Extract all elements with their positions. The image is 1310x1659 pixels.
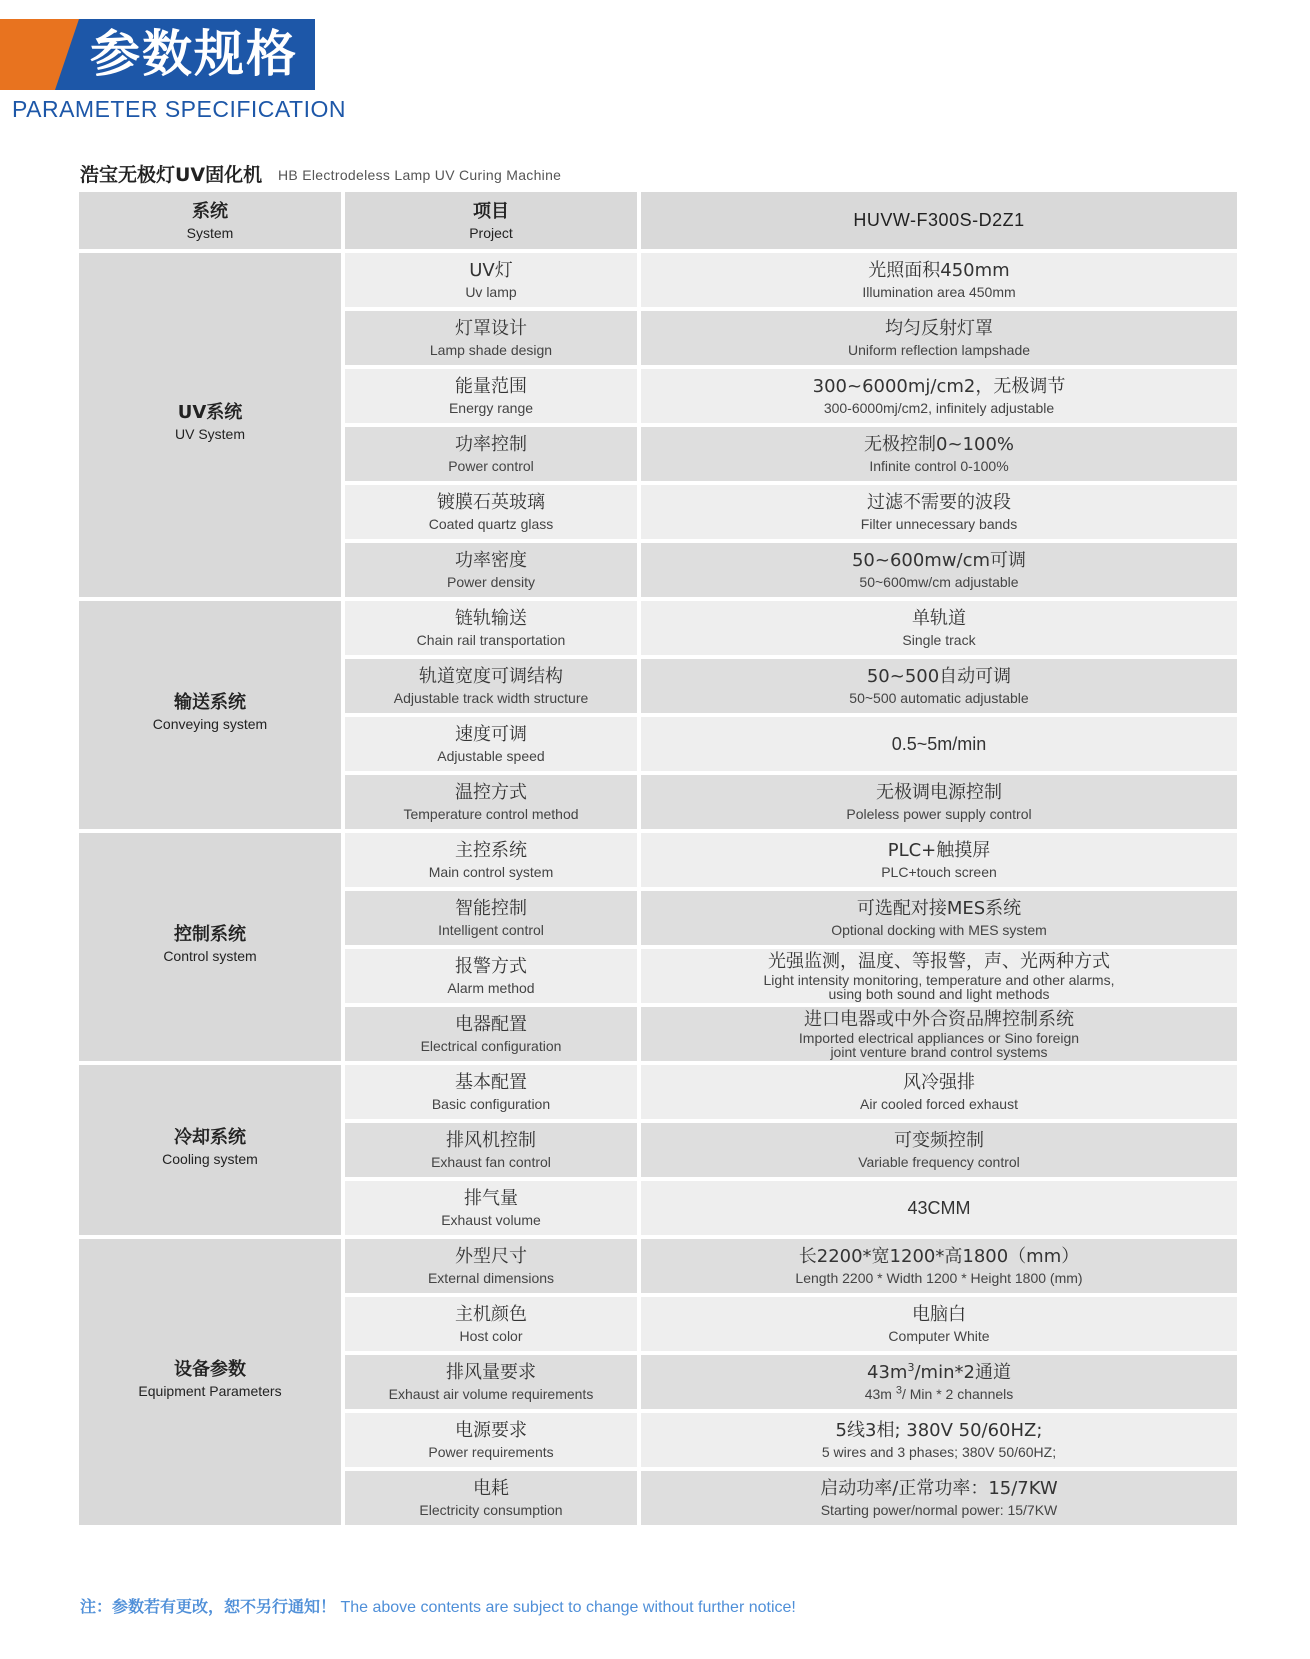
item-en: Intelligent control [438, 922, 544, 938]
item-cell [345, 543, 637, 597]
value-zh: 进口电器或中外合资品牌控制系统 [804, 1009, 1074, 1030]
item-zh: 报警方式 [455, 956, 527, 977]
value-en: Variable frequency control [858, 1154, 1020, 1170]
value-zh: 可变频控制 [894, 1130, 984, 1151]
item-cell [345, 253, 637, 307]
value-en-line2: using both sound and light methods [828, 986, 1050, 1002]
value-en: 300-6000mj/cm2, infinitely adjustable [823, 400, 1055, 416]
header-project-en: Project [469, 224, 513, 241]
item-en: Lamp shade design [429, 342, 553, 358]
item-cell [345, 1413, 637, 1467]
item-en: Power requirements [428, 1444, 554, 1460]
value-cell [641, 717, 1237, 771]
value-zh: 光强监测，温度、等报警，声、光两种方式 [768, 951, 1110, 972]
value-zh: 50~600mw/cm可调 [851, 550, 1027, 571]
item-zh: 功率密度 [455, 550, 527, 571]
item-zh: 排气量 [464, 1188, 518, 1209]
item-cell [345, 1065, 637, 1119]
group-label-zh: UV系统 [177, 402, 243, 423]
item-cell [345, 1239, 637, 1293]
group-equipment-parameters [79, 1239, 341, 1525]
group-label-zh: 冷却系统 [174, 1127, 246, 1148]
value-en: PLC+touch screen [881, 864, 997, 880]
page-subtitle: PARAMETER SPECIFICATION [12, 96, 346, 122]
item-zh: 链轨输送 [455, 608, 527, 629]
value-cell [641, 1007, 1237, 1061]
value-cell [641, 601, 1237, 655]
item-zh: 主机颜色 [455, 1304, 527, 1325]
item-cell [345, 1007, 637, 1061]
item-en: Uv lamp [465, 284, 517, 300]
value-en: Uniform reflection lampshade [847, 342, 1031, 358]
value-en: Optional docking with MES system [831, 922, 1047, 938]
item-zh: 智能控制 [455, 898, 527, 919]
item-cell [345, 717, 637, 771]
value-zh: 300~6000mj/cm2，无极调节 [812, 376, 1066, 397]
value-zh: 无极控制0~100% [864, 434, 1014, 455]
item-en: Host color [459, 1328, 523, 1344]
item-en: Coated quartz glass [428, 516, 554, 532]
item-en: Chain rail transportation [416, 632, 566, 648]
group-label-zh: 控制系统 [174, 924, 246, 945]
item-zh: 主控系统 [455, 840, 527, 861]
value-cell [641, 485, 1237, 539]
value-cell [641, 659, 1237, 713]
value-cell [641, 369, 1237, 423]
page-title: 参数规格 [90, 25, 298, 83]
group-label-zh: 设备参数 [174, 1359, 246, 1380]
value-en: Light intensity monitoring, temperature and other alarms, [763, 972, 1115, 988]
spec-table [79, 192, 1237, 1525]
value-single: 43CMM [907, 1197, 971, 1218]
group-uv-system [79, 253, 341, 597]
header-model-cell [641, 192, 1237, 249]
value-zh: 启动功率/正常功率：15/7KW [820, 1478, 1058, 1499]
footer-note [80, 1594, 796, 1617]
value-cell [641, 427, 1237, 481]
value-en: 5 wires and 3 phases; 380V 50/60HZ; [821, 1444, 1057, 1460]
item-zh: 轨道宽度可调结构 [419, 666, 563, 687]
item-cell [345, 891, 637, 945]
item-en: Adjustable speed [437, 748, 545, 764]
item-zh: 排风量要求 [446, 1362, 536, 1383]
value-cell [641, 1413, 1237, 1467]
item-en: Basic configuration [431, 1096, 551, 1112]
item-cell [345, 1297, 637, 1351]
item-en: Electricity consumption [419, 1502, 563, 1518]
group-label-en: Cooling system [162, 1151, 258, 1167]
item-zh: 基本配置 [455, 1072, 527, 1093]
machine-name: 浩宝无极灯UV固化机 [80, 164, 263, 186]
item-zh: 电器配置 [455, 1014, 527, 1035]
header-project-cell [345, 192, 637, 249]
item-zh: UV灯 [469, 260, 513, 281]
value-en-pre: 43m [864, 1386, 896, 1402]
value-zh: 风冷强排 [903, 1072, 975, 1093]
value-cell [641, 775, 1237, 829]
value-en-sup: 3 [895, 1384, 902, 1397]
item-cell [345, 659, 637, 713]
value-cell [641, 1181, 1237, 1235]
item-cell [345, 1181, 637, 1235]
value-single: 0.5~5m/min [891, 733, 987, 754]
value-en: Infinite control 0-100% [869, 458, 1009, 474]
value-cell [641, 1297, 1237, 1351]
value-cell [641, 1471, 1237, 1525]
item-cell [345, 601, 637, 655]
item-zh: 温控方式 [455, 782, 527, 803]
header-system-cell [79, 192, 341, 249]
header-system-zh: 系统 [192, 200, 228, 222]
item-cell [345, 369, 637, 423]
value-en: Length 2200 * Width 1200 * Height 1800 (mm) [795, 1270, 1083, 1286]
value-en-line2: joint venture brand control systems [830, 1044, 1048, 1060]
item-cell [345, 427, 637, 481]
item-en: Exhaust volume [441, 1212, 541, 1228]
value-en: 50~600mw/cm adjustable [859, 574, 1019, 590]
value-zh [867, 1362, 1011, 1384]
value-en: Filter unnecessary bands [860, 516, 1018, 532]
group-control-system [79, 833, 341, 1061]
item-en: External dimensions [427, 1270, 555, 1286]
item-zh: 电耗 [473, 1478, 509, 1499]
value-en: Starting power/normal power: 15/7KW [820, 1502, 1058, 1518]
header-system-en: System [186, 224, 234, 241]
value-cell [641, 543, 1237, 597]
header-project-zh: 项目 [473, 200, 509, 222]
item-zh: 速度可调 [455, 724, 527, 745]
value-zh: 长2200*宽1200*高1800（mm） [798, 1246, 1080, 1267]
value-zh: 电脑白 [912, 1304, 966, 1325]
value-zh: 5线3相; 380V 50/60HZ; [835, 1420, 1043, 1441]
value-cell [641, 311, 1237, 365]
value-cell [641, 1355, 1237, 1409]
item-cell [345, 833, 637, 887]
item-en: Power control [448, 458, 534, 474]
item-en: Adjustable track width structure [393, 690, 589, 706]
value-en: Air cooled forced exhaust [860, 1096, 1018, 1112]
item-zh: 能量范围 [455, 376, 527, 397]
item-zh: 功率控制 [455, 434, 527, 455]
item-zh: 电源要求 [455, 1420, 527, 1441]
group-label-en: Conveying system [152, 716, 268, 732]
item-en: Temperature control method [403, 806, 579, 822]
group-label-en: Control system [163, 948, 257, 964]
group-conveying-system [79, 601, 341, 829]
value-cell [641, 1065, 1237, 1119]
item-zh: 排风机控制 [446, 1130, 536, 1151]
footer-note-en: The above contents are subject to change without further notice! [340, 1599, 796, 1616]
value-zh-pre: 43m [867, 1362, 908, 1383]
group-label-zh: 输送系统 [174, 692, 246, 713]
item-cell [345, 775, 637, 829]
value-zh-sup: 3 [907, 1361, 915, 1374]
value-zh-post: /min*2通道 [914, 1362, 1011, 1383]
item-en: Electrical configuration [420, 1038, 562, 1054]
value-cell [641, 833, 1237, 887]
value-en: Computer White [888, 1328, 990, 1344]
item-cell [345, 1471, 637, 1525]
value-zh: 光照面积450mm [868, 260, 1010, 281]
item-zh: 镀膜石英玻璃 [437, 492, 545, 513]
item-en: Exhaust air volume requirements [388, 1386, 594, 1402]
group-label-en: UV System [174, 426, 245, 442]
value-en: Illumination area 450mm [862, 284, 1016, 300]
value-cell [641, 1239, 1237, 1293]
item-cell [345, 1355, 637, 1409]
footer-note-zh: 注：参数若有更改，恕不另行通知！ [80, 1597, 337, 1616]
value-en: Single track [902, 632, 976, 648]
machine-name-en: HB Electrodeless Lamp UV Curing Machine [278, 167, 562, 183]
value-zh: 过滤不需要的波段 [867, 492, 1011, 513]
value-en: 50~500 automatic adjustable [849, 690, 1029, 706]
item-cell [345, 485, 637, 539]
item-en: Power density [447, 574, 535, 590]
item-en: Energy range [448, 400, 534, 416]
value-en: Imported electrical appliances or Sino foreign [798, 1030, 1080, 1046]
value-zh: 单轨道 [912, 608, 966, 629]
value-cell [641, 253, 1237, 307]
value-zh: PLC+触摸屏 [887, 840, 991, 861]
value-zh: 无极调电源控制 [876, 782, 1002, 803]
group-label-en: Equipment Parameters [138, 1383, 282, 1399]
item-en: Alarm method [447, 980, 535, 996]
value-zh: 可选配对接MES系统 [856, 898, 1022, 919]
item-cell [345, 311, 637, 365]
group-cooling-system [79, 1065, 341, 1235]
header-model: HUVW-F300S-D2Z1 [853, 210, 1025, 230]
value-zh: 50~500自动可调 [866, 666, 1012, 687]
item-cell [345, 949, 637, 1003]
item-zh: 灯罩设计 [455, 318, 527, 339]
item-cell [345, 1123, 637, 1177]
item-zh: 外型尺寸 [455, 1246, 527, 1267]
value-cell [641, 891, 1237, 945]
item-en: Main control system [428, 864, 554, 880]
value-cell [641, 949, 1237, 1003]
value-cell [641, 1123, 1237, 1177]
value-zh: 均匀反射灯罩 [885, 318, 993, 339]
item-en: Exhaust fan control [431, 1154, 551, 1170]
value-en: Poleless power supply control [846, 806, 1032, 822]
value-en [865, 1386, 1014, 1402]
value-en-post: / Min * 2 channels [901, 1386, 1014, 1402]
